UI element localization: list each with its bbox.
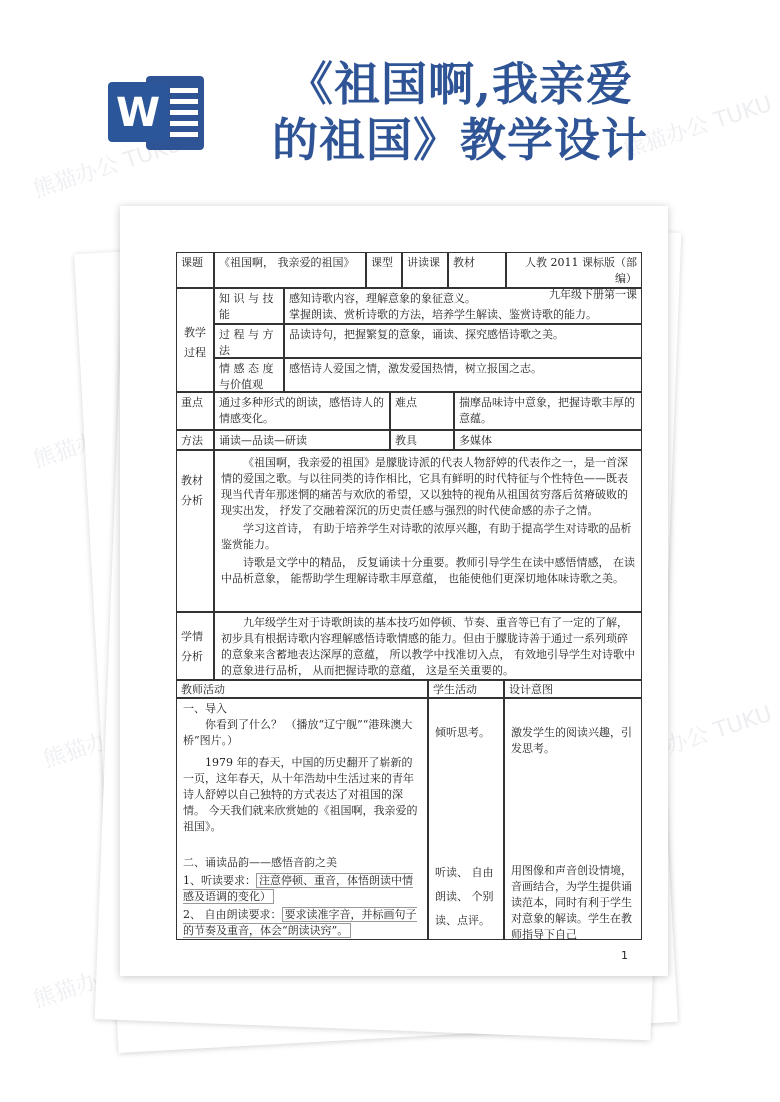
- value-textbook-analysis: [214, 450, 642, 612]
- value-difficult-point: 揣摩品味诗中意象，把握诗歌丰厚的意蕴。: [454, 392, 642, 430]
- value-lesson-type: 讲读课: [402, 252, 448, 288]
- analysis-paragraph-2: 学习这首诗， 有助于培养学生对诗歌的浓厚兴趣，有助于提高学生对诗歌的品析鉴赏能力。: [221, 522, 632, 551]
- value-knowledge-skill: [284, 288, 642, 324]
- word-logo-icon: [108, 70, 208, 156]
- free-reading-requirement: [183, 907, 421, 939]
- label-knowledge-skill: 知 识 与 技 能: [214, 288, 284, 324]
- knowledge-line-2: 掌握朗读、赏析诗歌的方法，培养学生解读、鉴赏诗歌的能力。: [289, 308, 597, 321]
- label-textbook: 教材: [448, 252, 506, 288]
- section-1-paragraph: 1979 年的春天，中国的历史翻开了崭新的一页，这年春天，从十年浩劫中生活过来的青年诗人舒婷以自己独特的方式表达了对祖国的深情。 今天我们就来欣赏她的《祖国啊，我亲爱的祖国》。: [183, 756, 418, 833]
- watermark: 熊猫办公 TUKU: [620, 701, 776, 774]
- textbook-line-1: 人教 2011 课标版（部编）: [525, 256, 637, 285]
- label-textbook-analysis-2: 分析: [181, 494, 203, 507]
- value-textbook: [506, 252, 642, 301]
- label-student-analysis-1: 学情: [181, 630, 203, 643]
- value-method: 诵读—品读—研读: [214, 430, 390, 450]
- listen-requirement-label: 1、听读要求：: [183, 874, 256, 887]
- section-1-title: 一、导入: [183, 702, 227, 715]
- col-student-activity: 学生活动: [428, 680, 504, 698]
- student-activity-cell: [428, 698, 504, 940]
- label-process-method: 过 程 与 方 法: [214, 324, 284, 358]
- label-lesson-type: 课型: [366, 252, 402, 288]
- label-tools: 教具: [390, 430, 454, 450]
- label-student-analysis: [176, 612, 214, 680]
- label-emotion-values: 情 感 态 度 与价值观: [214, 358, 284, 392]
- teacher-activity-cell: [176, 698, 428, 940]
- label-textbook-analysis: [176, 450, 214, 612]
- value-key-point: 通过多种形式的朗读，感悟诗人的情感变化。: [214, 392, 390, 430]
- col-design-intent: 设计意图: [504, 680, 642, 698]
- watermark: 熊猫办公: [30, 962, 122, 1014]
- value-emotion-values: 感悟诗人爱国之情，激发爱国热情，树立报国之志。: [284, 358, 642, 392]
- label-teaching-process: [176, 288, 214, 392]
- watermark: 熊猫办公: [30, 422, 122, 474]
- free-reading-text: 要求读准字音，并标画句子的节奏及重音，体会“朗读诀窍”。: [183, 908, 417, 937]
- label-key-point: 重点: [176, 392, 214, 430]
- value-keti: 《祖国啊， 我亲爱的祖国》: [214, 252, 366, 288]
- design-intent-2: 用图像和声音创设情境，音画结合，为学生提供诵读范本，同时有利于学生对意象的解读。学生在教师指导下自己: [511, 864, 632, 941]
- knowledge-line-1: 感知诗歌内容，理解意象的象征意义。: [289, 292, 476, 305]
- watermark: 熊猫办公 TUKU: [620, 91, 776, 164]
- label-textbook-analysis-1: 教材: [181, 474, 203, 487]
- student-activity-1: 倾听思考。: [435, 726, 490, 739]
- free-reading-label: 2、 自由朗读要求：: [183, 908, 282, 921]
- watermark: 熊猫办公: [40, 722, 132, 774]
- student-activity-2: 听读、 自由朗读、 个别读、点评。: [435, 866, 494, 927]
- student-analysis-paragraph: 九年级学生对于诗歌朗读的基本技巧如停顿、节奏、重音等已有了一定的了解，初步具有根据诗歌内容理解感悟诗歌情感的能力。但由于朦胧诗善于通过一系列琐碎的意象来含蓄地表达深厚的意蕴， 所以教学中找准切入点， 有效地引导学生对诗歌中的意象进行品析， 从而把握诗歌的意蕴， 这是至关重要的。: [221, 616, 635, 677]
- col-teacher-activity: 教师活动: [176, 680, 428, 698]
- listen-requirement: [183, 873, 421, 905]
- label-student-analysis-2: 分析: [181, 650, 203, 663]
- page-title: [230, 56, 690, 168]
- section-2-title: 二、诵读品韵——感悟音韵之美: [183, 856, 337, 869]
- label-keti: 课题: [176, 252, 214, 288]
- label-process: 过程: [184, 346, 206, 359]
- listen-requirement-text: 注意停顿、重音，体悟朗读中情感及语调的变化）: [183, 874, 413, 903]
- textbook-line-2: 九年级下册第一课: [549, 288, 637, 301]
- label-teaching: 教学: [184, 326, 206, 339]
- analysis-paragraph-3: 诗歌是文学中的精品， 反复诵读十分重要。教师引导学生在读中感悟情感， 在读中品析意象， 能帮助学生理解诗歌丰厚意蕴， 也能使他们更深切地体味诗歌之美。: [221, 556, 635, 585]
- label-difficult-point: 难点: [390, 392, 454, 430]
- watermark: 熊猫办公 TUKU: [30, 131, 186, 204]
- document-page: [120, 206, 668, 976]
- design-intent-cell: [504, 698, 642, 940]
- label-method: 方法: [176, 430, 214, 450]
- logo-letter: W: [115, 90, 161, 136]
- section-1-question: 你看到了什么？ （播放“辽宁舰”“港珠澳大桥”图片。）: [183, 718, 413, 747]
- value-tools: 多媒体: [454, 430, 642, 450]
- value-student-analysis: [214, 612, 642, 680]
- title-line-2: 的祖国》教学设计: [272, 113, 648, 167]
- title-line-1: 《祖国啊,我亲爱: [286, 57, 633, 111]
- value-process-method: 品读诗句，把握繁复的意象，诵读、探究感悟诗歌之美。: [284, 324, 642, 358]
- analysis-paragraph-1: 《祖国啊，我亲爱的祖国》是朦胧诗派的代表人物舒婷的代表作之一，是一首深情的爱国之歌。与以往同类的诗作相比，它具有鲜明的时代特征与个性特色——既表现当代青年那迷惘的痛苦与欢欣的希望，又以独特的视角从祖国贫穷落后贫瘠破败的现实出发， 抒发了交融着深沉的历史责任感与强烈的时代使命感的赤子之情。: [221, 456, 628, 517]
- page-number: 1: [621, 949, 628, 962]
- design-intent-1: 激发学生的阅读兴趣，引发思考。: [511, 726, 632, 755]
